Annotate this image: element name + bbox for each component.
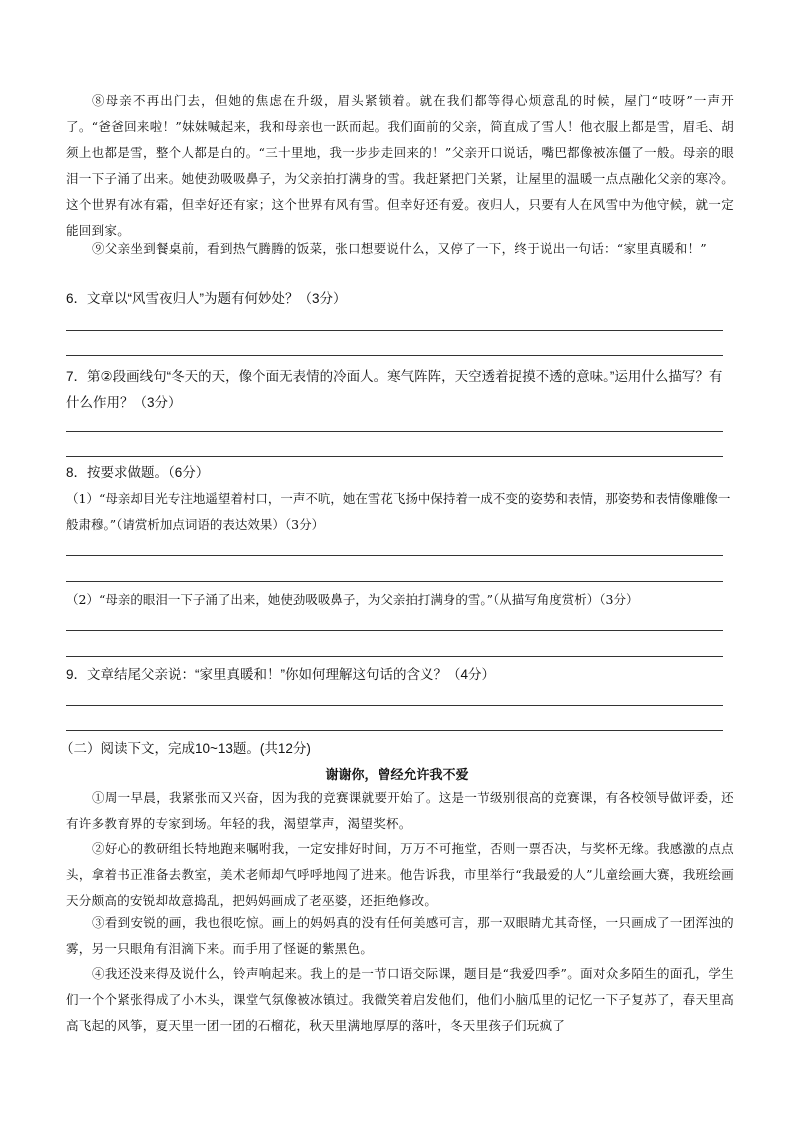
question-6: 6．文章以“风雪夜归人”为题有何妙处？（3分）: [66, 291, 347, 306]
answer-line: [66, 355, 723, 356]
question-7: 7．第②段画线句“冬天的天，像个面无表情的冷面人。寒气阵阵，天空透着捉摸不透的意味。”运用什么描写？有什么作用？（3分）: [66, 369, 723, 410]
answer-line: [66, 581, 723, 582]
answer-line: [66, 630, 723, 631]
question-8-part-1: （1）“母亲却目光专注地遥望着村口，一声不吭，她在雪花飞扬中保持着一成不变的姿势和表情，那姿势和表情像雕像一般肃穆。”（请赏析加点词语的表达效果）（3分）: [66, 491, 731, 532]
answer-line: [66, 456, 723, 457]
section-2-header: （二）阅读下文，完成10~13题。(共12分): [60, 741, 311, 756]
answer-line: [66, 555, 723, 556]
answer-line: [66, 330, 723, 331]
answer-line: [66, 730, 723, 731]
section-2-paragraph-1: ①周一早晨，我紧张而又兴奋，因为我的竞赛课就要开始了。这是一节级别很高的竞赛课，有各校领导做评委，还有许多教育界的专家到场。年轻的我，渴望掌声，渴望奖杯。: [66, 790, 734, 831]
question-8: 8．按要求做题。（6分）: [66, 465, 210, 480]
passage-paragraph-8: ⑧母亲不再出门去，但她的焦虑在升级，眉头紧锁着。就在我们都等得心烦意乱的时候，屋门“吱呀”一声开了。“爸爸回来啦！”妹妹喊起来，我和母亲也一跃而起。我们面前的父亲，简直成了雪人！他衣服上都是雪，眉毛、胡须上也都是雪，整个人都是白的。“三十里地，我一步步走回来的！”父亲开口说话，嘴巴都像被冻僵了一般。母亲的眼泪一下子涌了出来。她使劲吸吸鼻子，为父亲拍打满身的雪。我赶紧把门关紧，让屋里的温暖一点点融化父亲的寒冷。这个世界有冰有霜，但幸好还有家；这个世界有风有雪。但幸好还有爱。夜归人，只要有人在风雪中为他守候，就一定能回到家。: [66, 93, 734, 238]
section-2-paragraph-4: ④我还没来得及说什么，铃声响起来。我上的是一节口语交际课，题目是“我爱四季”。面对众多陌生的面孔，学生们一个个紧张得成了小木头，课堂气氛像被冰镇过。我微笑着启发他们，他们小脑瓜里的记忆一下子复苏了，春天里高高飞起的风筝，夏天里一团一团的石榴花，秋天里满地厚厚的落叶，冬天里孩子们玩疯了: [66, 966, 734, 1033]
question-8-part-2: （2）“母亲的眼泪一下子涌了出来，她使劲吸吸鼻子，为父亲拍打满身的雪。”（从描写角度赏析）（3分）: [66, 592, 639, 607]
passage-paragraph-9: ⑨父亲坐到餐桌前，看到热气腾腾的饭菜，张口想要说什么，又停了一下，终于说出一句话：“家里真暖和！”: [92, 241, 707, 256]
section-2-paragraph-2: ②好心的教研组长特地跑来嘱咐我，一定安排好时间，万万不可拖堂，否则一票否决，与奖杯无缘。我感激的点点头，拿着书正准备去教室，美术老师却气呼呼地闯了进来。他告诉我，市里举行“我最爱的人”儿童绘画大赛，我班绘画天分颇高的安锐却故意捣乱，把妈妈画成了老巫婆，还拒绝修改。: [66, 841, 734, 908]
section-2-paragraph-3: ③看到安锐的画，我也很吃惊。画上的妈妈真的没有任何美感可言，那一双眼睛尤其奇怪，一只画成了一团浑浊的雾，另一只眼角有泪滴下来。而手用了怪诞的紫黑色。: [66, 915, 734, 956]
question-9: 9．文章结尾父亲说：“家里真暖和！”你如何理解这句话的含义？（4分）: [66, 667, 496, 682]
section-2-title: 谢谢你，曾经允许我不爱: [325, 768, 469, 783]
answer-line: [66, 705, 723, 706]
answer-line: [66, 656, 723, 657]
answer-line: [66, 431, 723, 432]
